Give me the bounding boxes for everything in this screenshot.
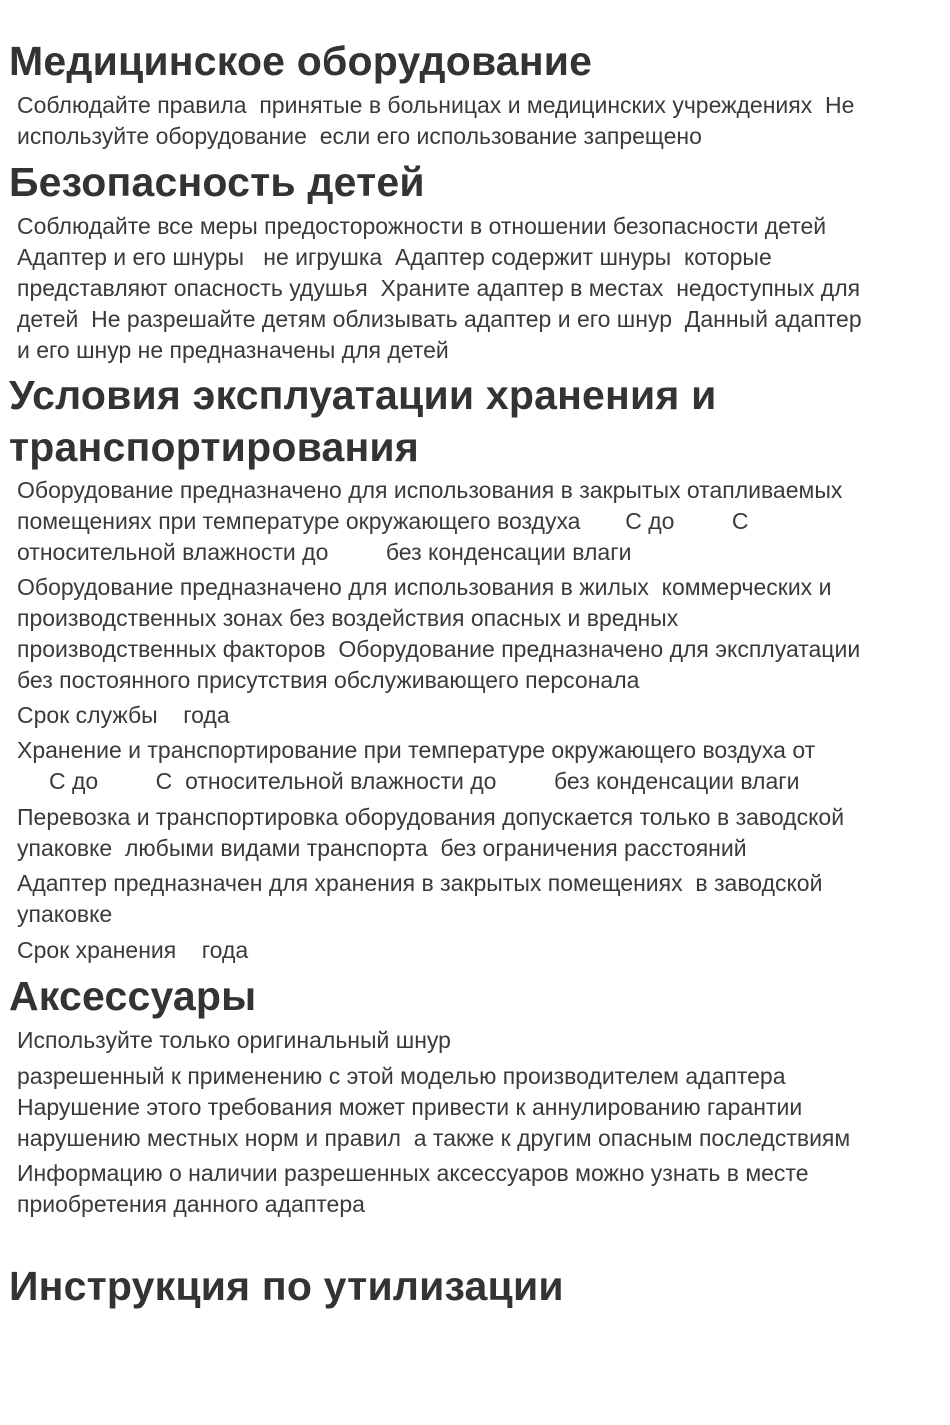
paragraph-medical-rules: Соблюдайте правила принятые в больницах и медицинских учреждениях Не используйте оборудование если его использование запрещено (17, 92, 855, 149)
paragraph-operating-zones: Оборудование предназначено для использования в жилых коммерческих и производственных зонах без воздействия опасных и вредных производственных факторов Оборудование предназначено для эксплуатации без постоянного присутствия обслуживающего персонала (17, 574, 861, 693)
section-title-medical-equipment: Медицинское оборудование (9, 38, 593, 84)
paragraph-child-safety: Соблюдайте все меры предосторожности в отношении безопасности детей Адаптер и его шнуры не игрушка Адаптер содержит шнуры которые представляют опасность удушья Храните адаптер в местах недоступных для детей Не разрешайте детям облизывать адаптер и его шнур Данный адаптер и его шнур не предназначены для детей (17, 213, 862, 363)
section-title-disposal: Инструкция по утилизации (9, 1263, 564, 1309)
paragraph-warranty-warning: разрешенный к применению с этой моделью производителем адаптера Нарушение этого требования может привести к аннулированию гарантии нарушению местных норм и правил а также к другим опасным последствиям (17, 1063, 851, 1151)
section-title-operating-conditions: Условия эксплуатации хранения и транспортирования (9, 372, 717, 470)
section-title-child-safety: Безопасность детей (9, 159, 425, 205)
paragraph-storage-period: Срок хранения года (17, 937, 249, 963)
paragraph-storage-conditions: Адаптер предназначен для хранения в закрытых помещениях в заводской упаковке (17, 870, 823, 927)
paragraph-original-cord: Используйте только оригинальный шнур (17, 1027, 451, 1053)
paragraph-storage-temperature: Хранение и транспортирование при температуре окружающего воздуха от С до С относительной влажности до без конденсации влаги (17, 737, 816, 794)
section-title-accessories: Аксессуары (9, 973, 257, 1019)
paragraph-operating-temperature: Оборудование предназначено для использования в закрытых отапливаемых помещениях при температуре окружающего воздуха С до С относительной влажности до без конденсации влаги (17, 477, 843, 565)
paragraph-service-life: Срок службы года (17, 702, 230, 728)
paragraph-accessory-info: Информацию о наличии разрешенных аксессуаров можно узнать в месте приобретения данного адаптера (17, 1160, 809, 1217)
paragraph-transportation: Перевозка и транспортировка оборудования допускается только в заводской упаковке любыми видами транспорта без ограничения расстояний (17, 804, 845, 861)
